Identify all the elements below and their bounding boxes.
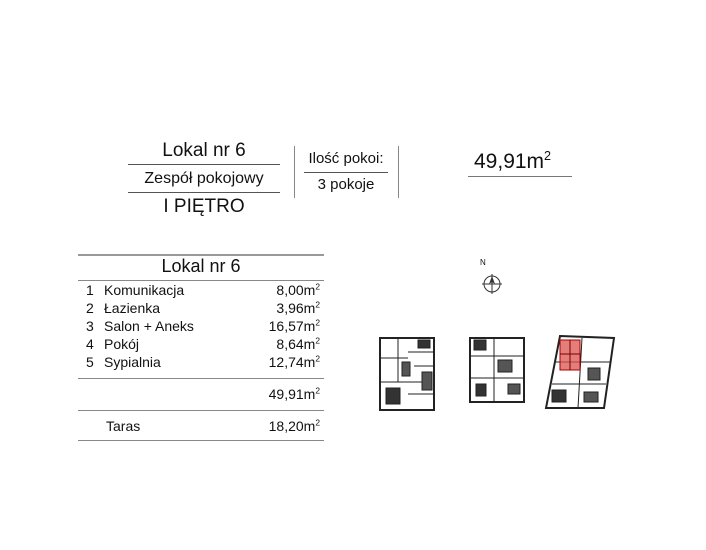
table-divider xyxy=(78,410,324,411)
terrace-value: $18,20m^2$ xyxy=(268,417,320,434)
divider xyxy=(468,176,572,177)
row-number: 5 xyxy=(86,354,94,370)
terrace-row xyxy=(106,418,320,434)
table-title: Lokal nr 6 xyxy=(161,256,241,276)
row-number: 3 xyxy=(86,318,94,334)
table-row xyxy=(86,318,320,336)
row-number: 1 xyxy=(86,282,94,298)
row-value: $16,57m^2$ xyxy=(268,317,320,334)
terrace-label: Taras xyxy=(106,418,141,434)
rooms-label: Ilość pokoi: xyxy=(308,150,384,167)
row-number: 2 xyxy=(86,300,94,316)
divider xyxy=(304,172,388,173)
table-sum-border xyxy=(78,378,324,379)
divider xyxy=(128,192,280,193)
compass-label: N xyxy=(480,258,486,267)
row-label: Łazienka xyxy=(104,300,161,316)
row-label: Salon + Aneks xyxy=(104,318,194,334)
floor-plan-1 xyxy=(380,338,434,410)
table-bottom-border xyxy=(78,440,324,441)
floor-label: I PIĘTRO xyxy=(163,196,245,217)
area-unit-sup: 2 xyxy=(544,149,552,163)
row-number: 4 xyxy=(86,336,94,352)
table-row xyxy=(86,300,320,318)
row-value: $12,74m^2$ xyxy=(268,353,320,370)
row-value: $3,96m^2$ xyxy=(276,299,320,316)
table-row xyxy=(86,282,320,300)
total-area xyxy=(474,150,551,174)
floor-plan-3 xyxy=(546,336,614,408)
floor-plans xyxy=(378,332,618,414)
total-area-value: 49,91m xyxy=(474,150,545,173)
floor-plan-2 xyxy=(470,338,524,402)
table-header-border xyxy=(78,280,324,281)
row-label: Komunikacja xyxy=(104,282,185,298)
table-row xyxy=(86,336,320,354)
row-value: $8,64m^2$ xyxy=(276,335,320,352)
unit-title: Lokal nr 6 xyxy=(162,140,246,161)
divider-vertical xyxy=(398,146,399,198)
table-total: $49,91m^2$ xyxy=(268,385,320,402)
table-row xyxy=(86,354,320,372)
rooms-value: 3 pokoje xyxy=(317,176,375,193)
compass xyxy=(478,258,508,298)
divider xyxy=(128,164,280,165)
row-value: $8,00m^2$ xyxy=(276,281,320,298)
row-label: Sypialnia xyxy=(104,354,161,370)
row-label: Pokój xyxy=(104,336,140,352)
unit-type: Zespół pokojowy xyxy=(144,170,264,187)
divider-vertical xyxy=(294,146,295,198)
compass-icon xyxy=(478,268,508,298)
